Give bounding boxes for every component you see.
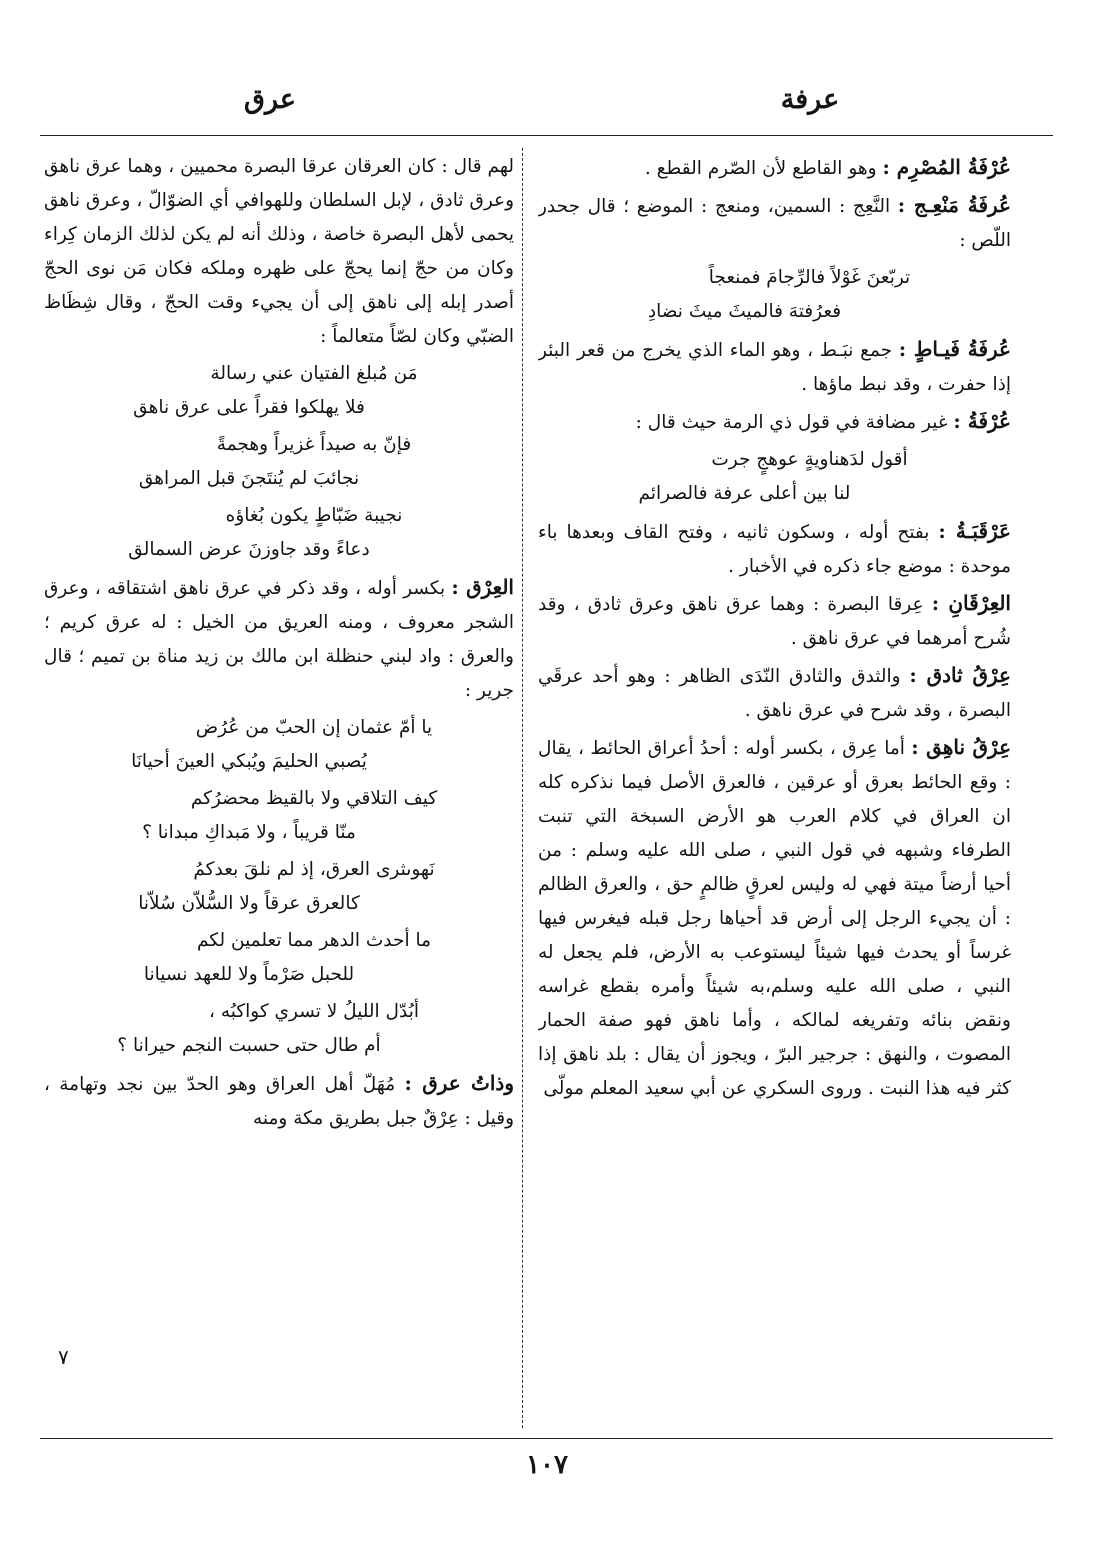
entry-headword: عِرْقُ ناهِق : bbox=[911, 735, 1011, 759]
verse-line: أقول لدَهناويةٍ عوهجٍ جرت bbox=[711, 449, 908, 470]
verse-line: مَن مُبلغ الفتيان عني رسالة bbox=[210, 363, 418, 384]
verse-line: يُصبي الحليمَ ويُبكي العينَ أحيانَا bbox=[131, 751, 367, 772]
entry bbox=[538, 332, 1011, 402]
entry-text: وهو القاطع لأن الصّرم القطع . bbox=[644, 158, 883, 179]
verse-line: أم طال حتى حسبت النجم حيرانا ؟ bbox=[117, 1035, 381, 1056]
entry bbox=[44, 1066, 514, 1136]
verse-line: دعاءً وقد جاوزنَ عرض السمالق bbox=[128, 539, 370, 560]
column-divider bbox=[522, 148, 523, 1428]
verse bbox=[538, 261, 1011, 329]
entry-headword: عُرْفَةُ المُصْرِم : bbox=[882, 155, 1011, 179]
verse-line: تربّعنَ غَوْلاً فالرِّجامَ فمنعجاً bbox=[708, 267, 911, 288]
entry-text: عِرقا البصرة : وهما عرق ناهق وعرق ثادق ، وقد شُرح أمرهما في عرق ناهق . bbox=[538, 594, 1011, 649]
entry bbox=[538, 150, 1011, 186]
entry-text: النَّعِج : السمين، ومنعج : الموضع ؛ قال جحدر اللّص : bbox=[538, 196, 1011, 251]
page-number: ١٠٧ bbox=[526, 1450, 568, 1480]
verse bbox=[44, 782, 514, 850]
left-column bbox=[44, 150, 514, 1430]
right-column bbox=[538, 150, 1011, 1430]
right-running-head: عرفة bbox=[780, 84, 840, 115]
verse-line: نَهوىثرى العرق، إذ لم نلقَ بعدكمُ bbox=[193, 859, 435, 880]
entry-text: بفتح أوله ، وسكون ثانيه ، وفتح القاف وبعدها باء موحدة : موضع جاء ذكره في الأخبار . bbox=[538, 522, 1011, 577]
entry-headword: العِرْقَانِ : bbox=[931, 591, 1011, 615]
left-running-head: عرق bbox=[244, 84, 296, 115]
entry-headword: عَرْقَبَـةُ : bbox=[938, 519, 1011, 543]
entry-text: مُهَلّ أهل العراق وهو الحدّ بين نجد وتهامة ، وقيل : عِرْقٌ جبل بطريق مكة ومنه bbox=[44, 1074, 514, 1129]
verse bbox=[538, 443, 1011, 511]
entry bbox=[538, 514, 1011, 584]
entry bbox=[538, 188, 1011, 258]
top-rule bbox=[40, 135, 1053, 136]
verse-line: فلا يهلكوا فقراً على عرق ناهق bbox=[133, 397, 365, 418]
entry-headword: العِرْق : bbox=[451, 575, 514, 599]
verse bbox=[44, 924, 514, 992]
verse-line: يا أمّ عثمان إن الحبّ من عُرُض bbox=[195, 717, 433, 738]
entry-headword: عِرْقُ ثادق : bbox=[909, 663, 1011, 687]
entry bbox=[44, 570, 514, 708]
verse-line: ما أحدث الدهر مما تعلمين لكم bbox=[196, 930, 432, 951]
verse-line: نجائبَ لم يُنتَجنَ قبل المراهق bbox=[138, 468, 360, 489]
entry-text: أما عِرق ، بكسر أوله : أحدُ أعراق الحائط ، يقال : وقع الحائط بعرق أو عرقين ، فالعرق الأصل فيما نذكره كله ان العراق في كلام العرب هو الأرض السبخة التي تنبت الطرفاء وشبهه في قول النبي ، صلى الله عليه وسلم : من أحيا أرضاً ميتة فهي له وليس لعرقٍ ظالمٍ حق ، والعرق الظالم : أن يجيء الرجل إلى أرض قد أحياها رجل قبله فيغرس فيها غرساً أو يحدث فيها شيئاً ليستوعب به الأرض، فلم يجعل له النبي ، صلى الله عليه وسلم،به شيئاً وأمره بقطع غراسه ونقض بنائه وتفريغه لمالكه ، وأما ناهق فهو صفة الحمار المصوت ، والنهق : جرجير البرّ ، ويجوز أن يقال : بلد ناهق إذا كثر فيه هذا النبت . وروى السكري عن أبي سعيد المعلم مولّى bbox=[538, 738, 1011, 1099]
paragraph: لهم قال : كان العرقان عرقا البصرة محميين ، وهما عرق ناهق وعرق ثادق ، لإبل السلطان وللهوافي أي الضوّالّ ، وعرق ناهق يحمى لأهل البصرة خاصة ، وذلك أنه لم يكن لذلك الزمان كِراء وكان من حجّ إنما يحجّ على ظهره وملكه فكان مَن نوى الحجّ أصدر إبله إلى ناهق إلى أن يجيء وقت الحجّ ، وقال شِظَاظ الضبّي وكان لصّاً متعالماً : bbox=[44, 156, 514, 347]
verse bbox=[44, 853, 514, 921]
verse-line: نجيبة ضَبّاطٍ يكون بُغاؤه bbox=[225, 505, 403, 526]
verse bbox=[44, 995, 514, 1063]
verse-line: كالعرق عرقاً ولا السُّلاّن سُلاّنا bbox=[138, 893, 360, 914]
verse-line: لنا بين أعلى عرفة فالصرائم bbox=[638, 483, 851, 504]
margin-mark: ٧ bbox=[58, 1345, 69, 1369]
bottom-rule bbox=[40, 1438, 1053, 1439]
verse-line: للحبل صَرْماً ولا للعهد نسيانا bbox=[143, 964, 355, 985]
entry-headword: عُرفَةُ فَيـاطٍ : bbox=[898, 337, 1011, 361]
entry-headword: عُرفَةُ مَنْعِـج : bbox=[897, 193, 1011, 217]
verse bbox=[44, 428, 514, 496]
verse-line: منّا قريباً ، ولا مَبداكِ مبدانا ؟ bbox=[142, 822, 356, 843]
entry-text: جمع نبَـط ، وهو الماء الذي يخرج من قعر البئر إذا حفرت ، وقد نبط ماؤها . bbox=[538, 340, 1011, 395]
entry-text: والثدق والثادق النّدَى الظاهر : وهو أحد عرقَي البصرة ، وقد شرح في عرق ناهق . bbox=[538, 666, 1011, 721]
entry bbox=[538, 730, 1011, 1106]
entry-headword: وذاتُ عرق : bbox=[404, 1071, 514, 1095]
verse-line: كيف التلاقي ولا بالقيظ محضرُكم bbox=[190, 788, 438, 809]
entry bbox=[538, 404, 1011, 440]
verse-line: فعرُفتهَ فالميثَ ميثَ نضادِ bbox=[647, 301, 842, 322]
verse-line: أبُدّل الليلُ لا تسري كواكبُه ، bbox=[208, 1001, 419, 1022]
verse-line: فإنّ به صيداً غزيراً وهجمةً bbox=[216, 434, 412, 455]
verse bbox=[44, 499, 514, 567]
verse bbox=[44, 357, 514, 425]
entry bbox=[538, 658, 1011, 728]
entry-text: بكسر أوله ، وقد ذكر في عرق ناهق اشتقاقه ، وعرق الشجر معروف ، ومنه العريق من الخيل : له عرق كريم ؛ والعرق : واد لبني حنظلة ابن مالك بن زيد مناة بن تميم ؛ قال جرير : bbox=[44, 578, 514, 701]
entry bbox=[538, 586, 1011, 656]
verse bbox=[44, 711, 514, 779]
entry-headword: عُرْفَةُ : bbox=[953, 409, 1011, 433]
entry-text: غير مضافة في قول ذي الرمة حيث قال : bbox=[635, 412, 954, 433]
